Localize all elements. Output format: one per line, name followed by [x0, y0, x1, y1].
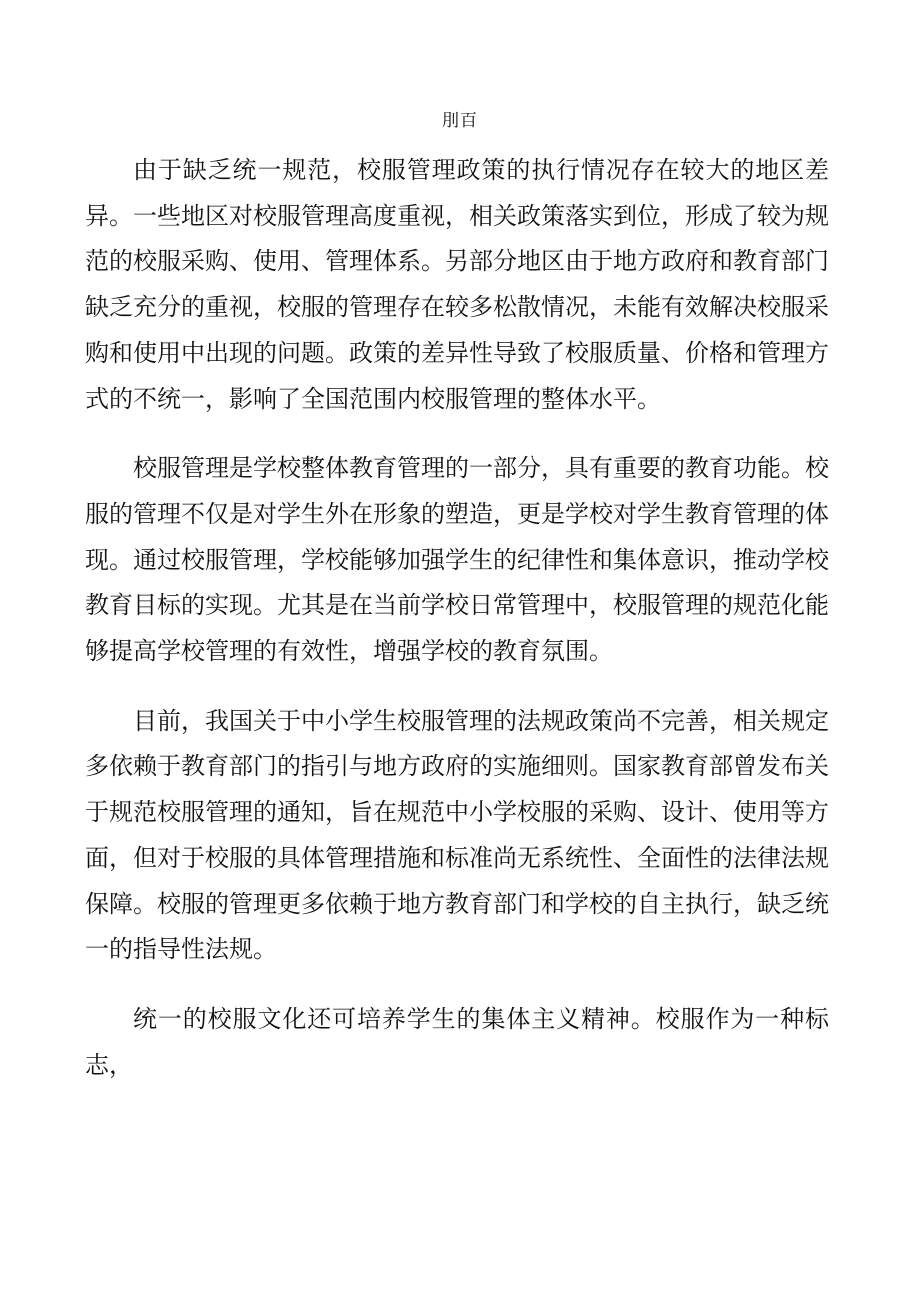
document-body	[85, 148, 829, 1110]
paragraph-4: 统一的校服文化还可培养学生的集体主义精神。校服作为一种标志，	[85, 1004, 829, 1079]
paragraph-3: 目前，我国关于中小学生校服管理的法规政策尚不完善，相关规定多依赖于教育部门的指引与地方政府的实施细则。国家教育部曾发布关于规范校服管理的通知，旨在规范中小学校服的采购、设计、使用等方面，但对于校服的具体管理措施和标准尚无系统性、全面性的法律法规保障。校服的管理更多依赖于地方教育部门和学校的自主执行，缺乏统一的指导性法规。	[85, 706, 829, 964]
page-heading: 刖百	[442, 111, 478, 131]
paragraph-1: 由于缺乏统一规范，校服管理政策的执行情况存在较大的地区差异。一些地区对校服管理高度重视，相关政策落实到位，形成了较为规范的校服采购、使用、管理体系。另部分地区由于地方政府和教育部门缺乏充分的重视，校服的管理存在较多松散情况，未能有效解决校服采购和使用中出现的问题。政策的差异性导致了校服质量、价格和管理方式的不统一，影响了全国范围内校服管理的整体水平。	[85, 156, 829, 413]
paragraph-2: 校服管理是学校整体教育管理的一部分，具有重要的教育功能。校服的管理不仅是对学生外在形象的塑造，更是学校对学生教育管理的体现。通过校服管理，学校能够加强学生的纪律性和集体意识，推动学校教育目标的实现。尤其是在当前学校日常管理中，校服管理的规范化能够提高学校管理的有效性，增强学校的教育氛围。	[85, 454, 829, 666]
